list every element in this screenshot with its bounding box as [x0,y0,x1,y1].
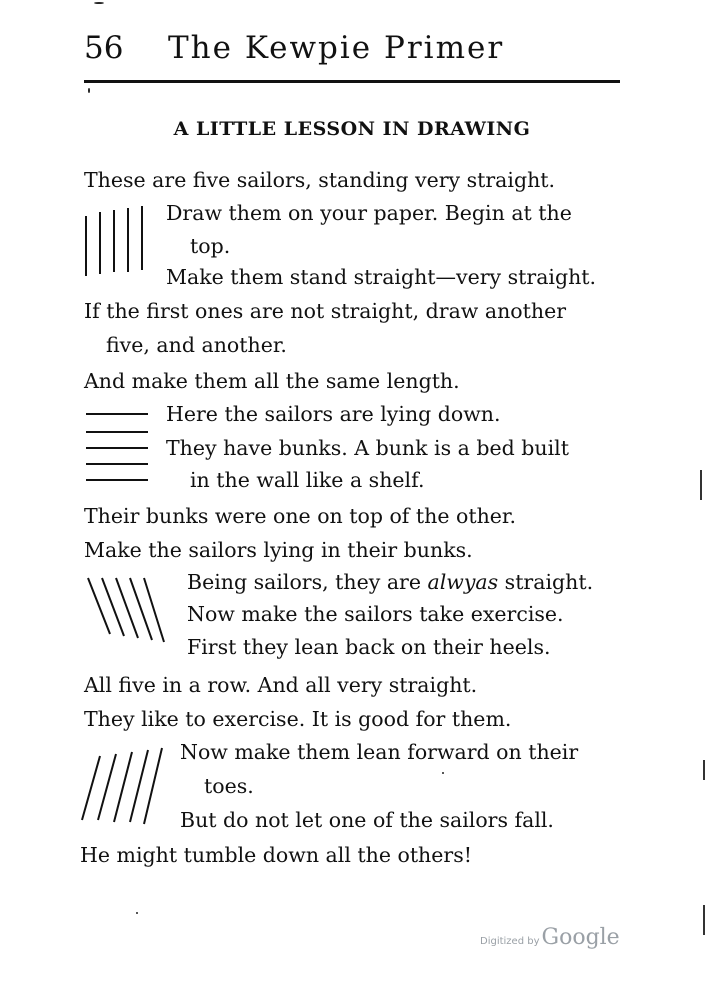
scan-edge-mark [703,905,705,935]
text-line: First they lean back on their heels. [187,635,551,659]
back-leaning-sailors-figure [84,572,168,648]
text-line: Now make them lean forward on their [180,740,579,764]
text-line: These are five sailors, standing very straight. [84,168,556,192]
text-line: top. [190,234,231,258]
header-rule [84,80,620,83]
text-line: But do not let one of the sailors fall. [180,808,554,832]
text-line: And make them all the same length. [84,369,460,393]
chapter-title: A LITTLE LESSON IN DRAWING [173,118,531,140]
text-line: five, and another. [106,333,287,357]
text-line: They have bunks. A bunk is a bed built [166,436,569,460]
scan-speck [88,88,90,93]
text-line: Now make the sailors take exercise. [187,602,564,626]
text-line: He might tumble down all the others! [80,843,472,867]
page-number: 56 [84,30,124,66]
scan-speck [94,2,104,4]
horizontal-sailors-figure [84,404,150,488]
text-line: If the first ones are not straight, draw another [84,299,567,323]
watermark-small-text: Digitized by [480,936,540,947]
text-line: Here the sailors are lying down. [166,402,501,426]
text-line: Their bunks were one on top of the other. [84,504,516,528]
forward-leaning-sailors-figure [80,742,166,826]
text-segment: straight. [498,570,594,594]
text-line: Make the sailors lying in their bunks. [84,538,473,562]
text-line: All five in a row. And all very straight. [84,673,478,697]
scan-speck [442,772,444,774]
scan-edge-mark [703,760,705,780]
digitized-watermark [480,925,620,950]
scan-speck [136,912,138,914]
text-segment: Being sailors, they are [187,570,428,594]
page-header [84,30,624,74]
scan-edge-mark [700,470,702,500]
watermark-logo-text: Google [541,925,620,950]
text-line: Make them stand straight—very straight. [166,265,597,289]
text-line [187,572,593,593]
running-title: The Kewpie Primer [168,30,505,66]
text-line: toes. [204,774,254,798]
text-line: Draw them on your paper. Begin at the [166,201,572,225]
text-line: They like to exercise. It is good for them. [84,707,512,731]
emphasized-word: alwyas [427,570,499,594]
vertical-sailors-figure [82,202,152,280]
text-line: in the wall like a shelf. [190,468,425,492]
